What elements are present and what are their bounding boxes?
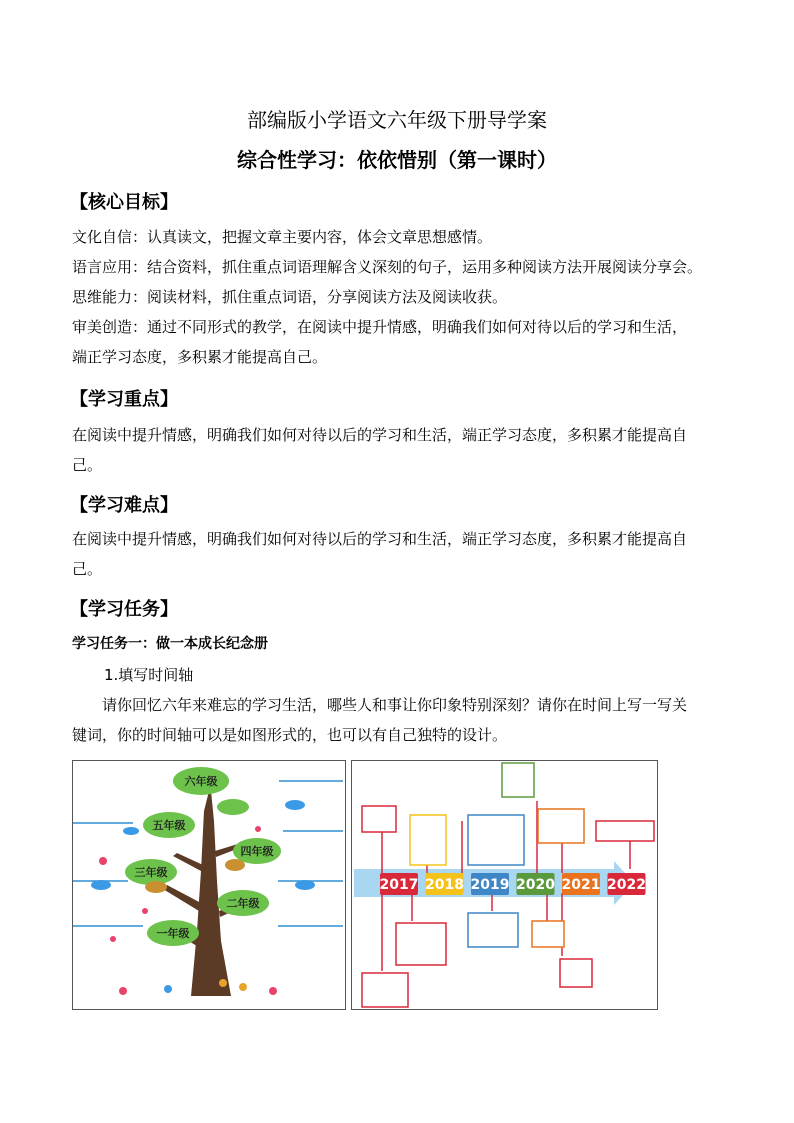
section-heading-goals: 【核心目标】 — [70, 192, 178, 213]
timeline-box — [468, 913, 518, 947]
timeline-box — [502, 763, 534, 797]
year-label-2021: 2021 — [561, 877, 601, 893]
task-instructions — [72, 690, 732, 750]
timeline-illustration — [352, 761, 657, 1009]
timeline-box — [538, 809, 584, 843]
timeline-box — [468, 815, 524, 865]
step-one-title: 1.填写时间轴 — [104, 666, 194, 684]
lesson-subtitle: 综合性学习：依依惜别（第一课时） — [237, 148, 557, 172]
grade-3-label: 三年级 — [134, 866, 168, 879]
year-label-2022: 2022 — [607, 877, 646, 893]
difficulty-line: 在阅读中提升情感，明确我们如何对待以后的学习和生活，端正学习态度，多积累才能提高自 — [72, 530, 688, 548]
grade-5-label: 五年级 — [152, 819, 186, 832]
year-label-2018: 2018 — [425, 877, 464, 893]
timeline-box — [596, 821, 654, 841]
goal-line: 文化自信：认真读文，把握文章主要内容，体会文章思想感情。 — [72, 228, 493, 246]
goal-line: 审美创造：通过不同形式的教学，在阅读中提升情感，明确我们如何对待以后的学习和生活， — [72, 318, 688, 336]
goal-line: 端正学习态度，多积累才能提高自己。 — [72, 348, 328, 366]
grade-6-label: 六年级 — [184, 775, 218, 788]
grade-2-label: 二年级 — [226, 897, 260, 910]
section-heading-tasks: 【学习任务】 — [70, 599, 178, 620]
timeline-box — [532, 921, 564, 947]
tree-illustration — [73, 761, 345, 1009]
section-heading-difficulty: 【学习难点】 — [70, 495, 178, 516]
instruction-line: 键词，你的时间轴可以是如图形式的，也可以有自己独特的设计。 — [72, 726, 508, 744]
grade-4-label: 四年级 — [240, 845, 274, 858]
task-one-title: 学习任务一：做一本成长纪念册 — [72, 636, 268, 652]
goals-list — [72, 222, 732, 372]
focus-line: 己。 — [72, 456, 103, 474]
instruction-line: 请你回忆六年来难忘的学习生活，哪些人和事让你印象特别深刻？请你在时间上写一写关 — [102, 696, 688, 714]
grade-1-label: 一年级 — [156, 927, 190, 940]
section-heading-focus: 【学习重点】 — [70, 389, 178, 410]
timeline-box — [362, 973, 408, 1007]
year-label-2017: 2017 — [379, 877, 419, 893]
timeline-box — [396, 923, 446, 965]
year-label-2020: 2020 — [516, 877, 555, 893]
year-label-2019: 2019 — [470, 877, 510, 893]
timeline-box — [362, 806, 396, 832]
focus-text — [72, 420, 732, 480]
timeline-box — [410, 815, 446, 865]
growth-tree-figure — [72, 760, 346, 1010]
difficulty-line: 己。 — [72, 560, 103, 578]
timeline-figure — [351, 760, 658, 1010]
goal-line: 思维能力：阅读材料，抓住重点词语，分享阅读方法及阅读收获。 — [72, 288, 508, 306]
difficulty-text — [72, 524, 732, 584]
page-title: 部编版小学语文六年级下册导学案 — [247, 108, 547, 132]
focus-line: 在阅读中提升情感，明确我们如何对待以后的学习和生活，端正学习态度，多积累才能提高自 — [72, 426, 688, 444]
goal-line: 语言应用：结合资料，抓住重点词语理解含义深刻的句子，运用多种阅读方法开展阅读分享会。 — [72, 258, 703, 276]
timeline-box — [560, 959, 592, 987]
